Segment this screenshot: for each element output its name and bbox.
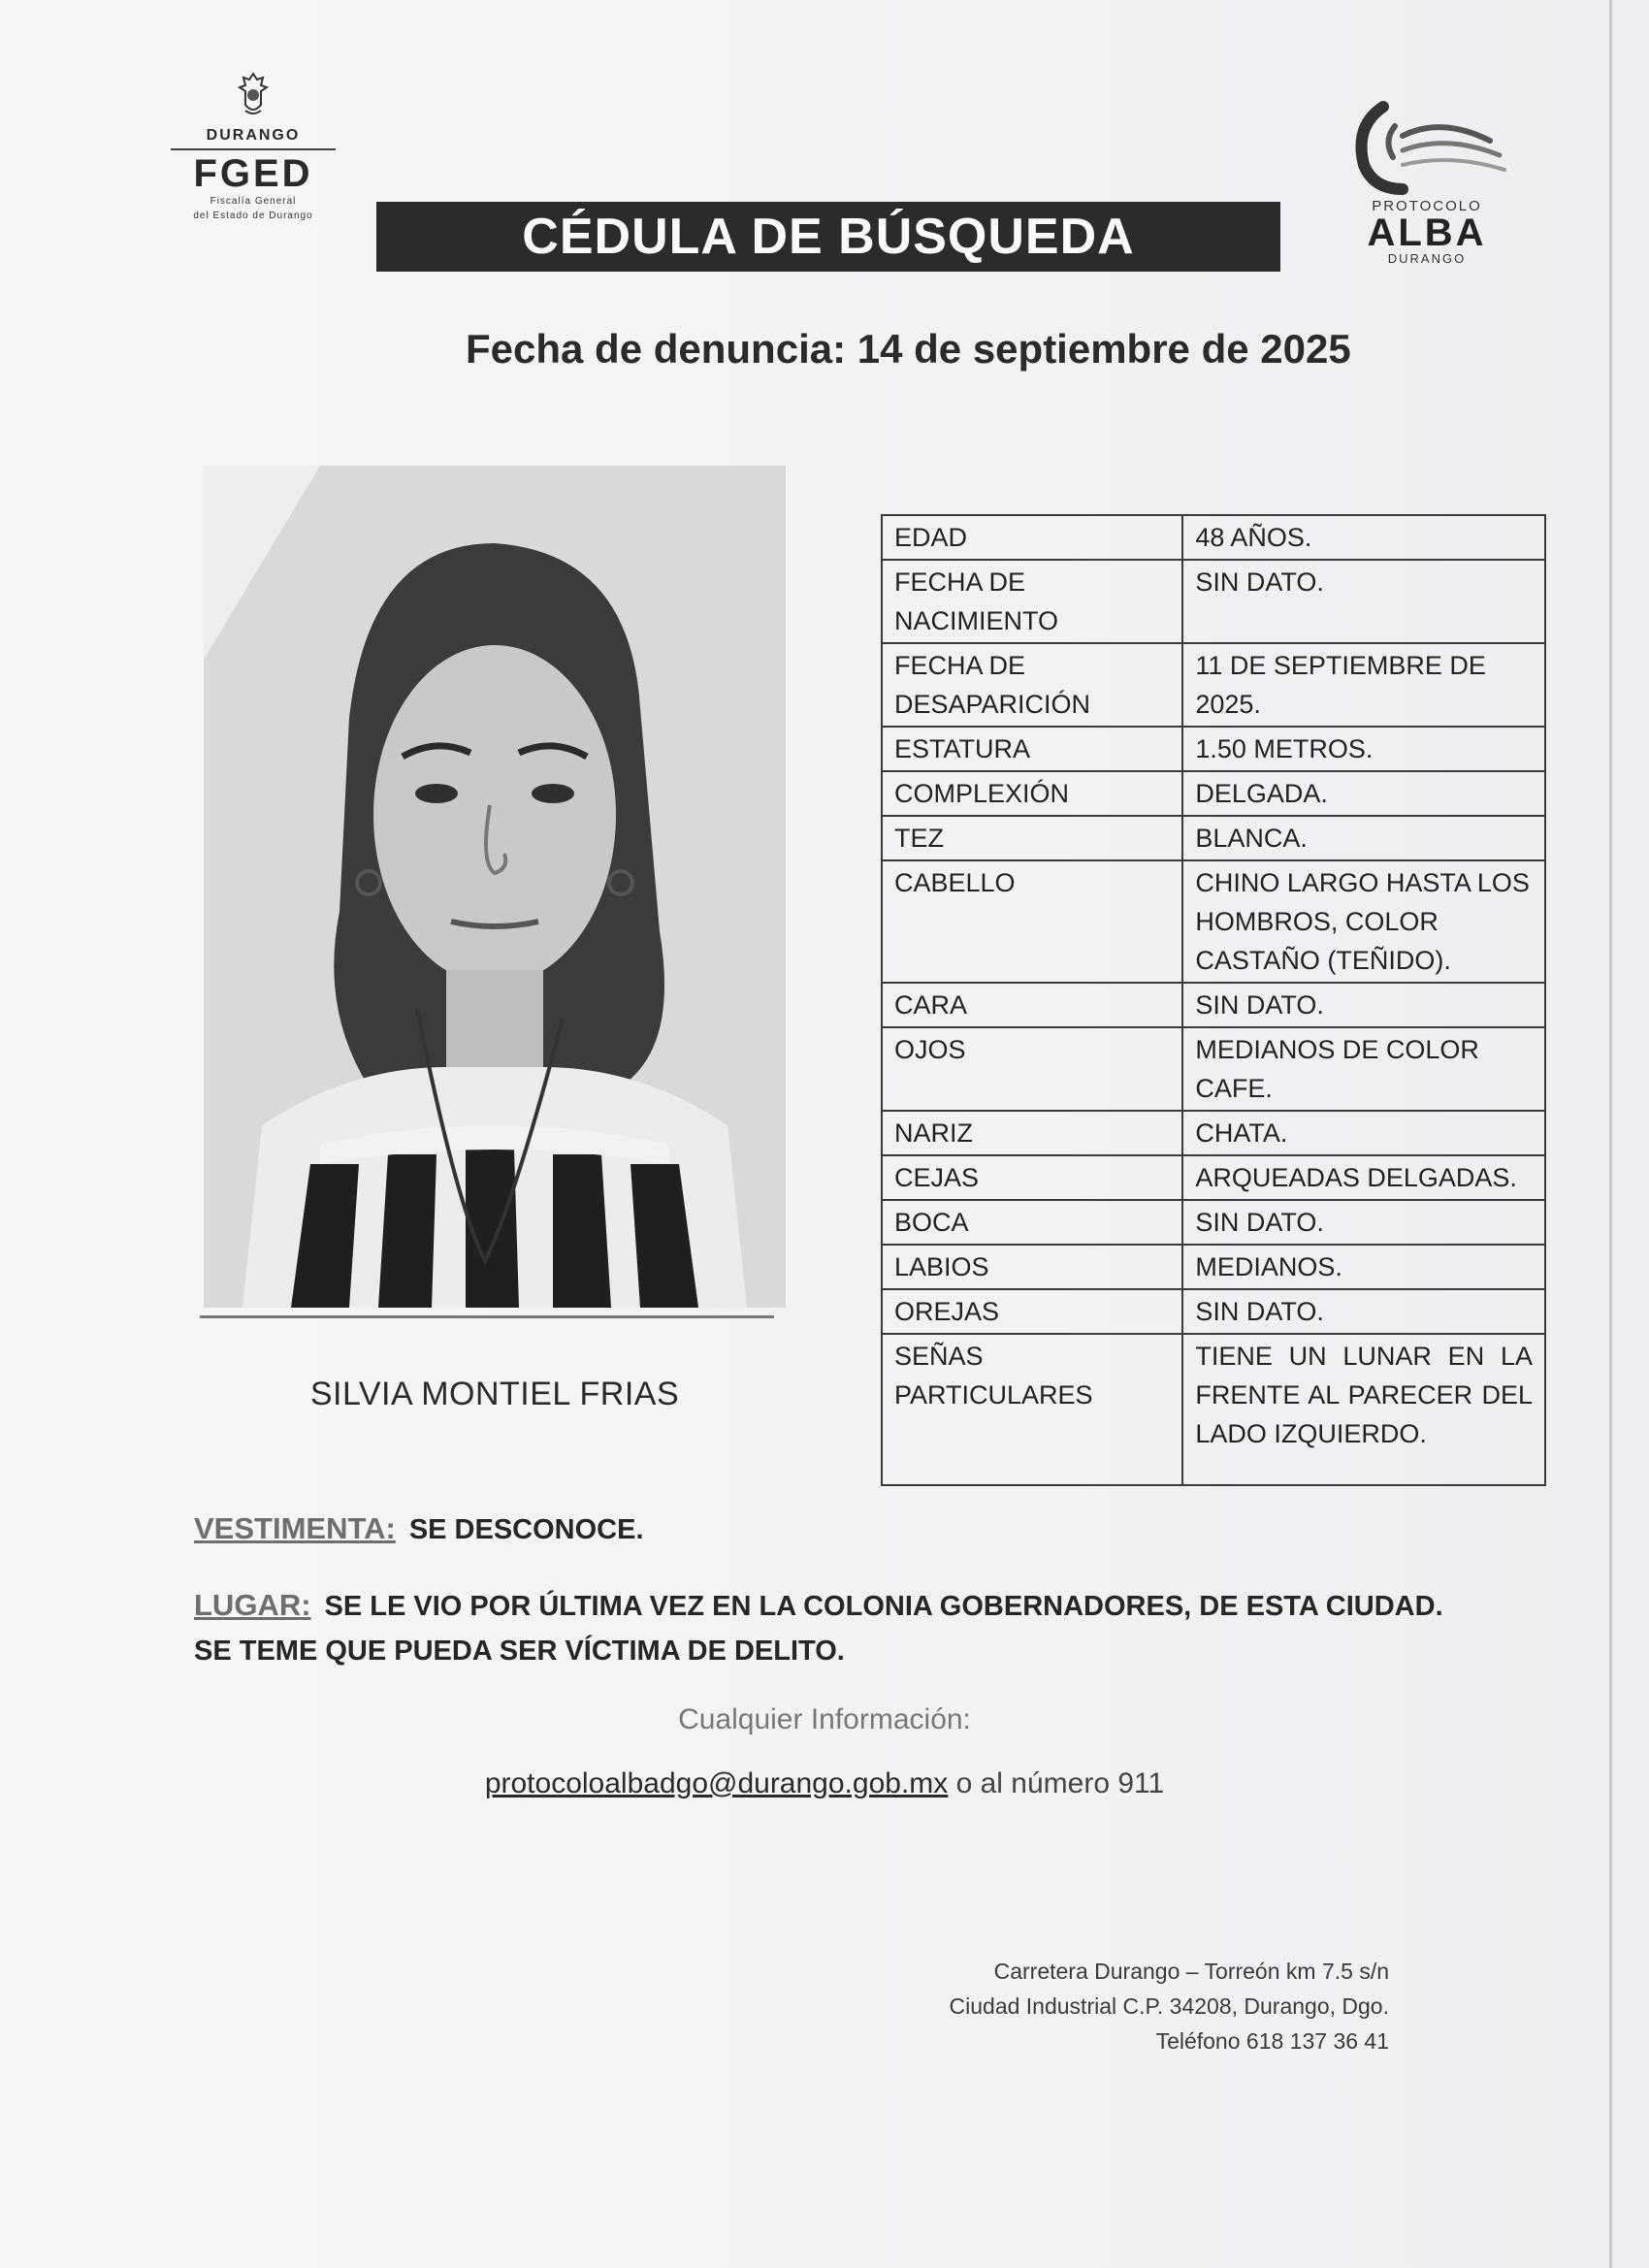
description-label: CABELLO xyxy=(882,860,1182,983)
fged-divider xyxy=(171,148,336,150)
contact-heading: Cualquier Información: xyxy=(678,1703,971,1735)
place-text-2: SE TEME QUE PUEDA SER VÍCTIMA DE DELITO. xyxy=(194,1636,845,1667)
description-value: SIN DATO. xyxy=(1182,1289,1545,1334)
description-row xyxy=(882,771,1545,816)
place-line xyxy=(194,1583,1455,1673)
description-value: SIN DATO. xyxy=(1182,983,1545,1027)
contact-phone-text: o al número 911 xyxy=(948,1767,1165,1799)
description-label: LABIOS xyxy=(882,1245,1182,1289)
description-label: FECHA DE DESAPARICIÓN xyxy=(882,643,1182,727)
description-value: MEDIANOS DE COLOR CAFE. xyxy=(1182,1027,1545,1111)
fged-logo xyxy=(163,72,343,239)
description-label: OREJAS xyxy=(882,1289,1182,1334)
place-label: LUGAR: xyxy=(194,1588,311,1622)
description-row xyxy=(882,1155,1545,1200)
description-row xyxy=(882,983,1545,1027)
alba-region: DURANGO xyxy=(1387,251,1467,266)
clothing-text: SE DESCONOCE. xyxy=(408,1514,644,1545)
description-row xyxy=(882,1027,1545,1111)
description-label: CARA xyxy=(882,983,1182,1027)
description-label: COMPLEXIÓN xyxy=(882,771,1182,816)
description-label: CEJAS xyxy=(882,1155,1182,1200)
description-value: ARQUEADAS DELGADAS. xyxy=(1182,1155,1545,1200)
photo-divider xyxy=(200,1315,774,1318)
clothing-label: VESTIMENTA: xyxy=(194,1511,396,1545)
description-label: SEÑAS PARTICULARES xyxy=(882,1334,1182,1485)
description-label: TEZ xyxy=(882,816,1182,860)
fged-name: FGED xyxy=(193,152,313,195)
description-label: EDAD xyxy=(882,515,1182,560)
description-row xyxy=(882,515,1545,560)
description-label: OJOS xyxy=(882,1027,1182,1111)
protocolo-alba-logo xyxy=(1337,97,1517,291)
address-block xyxy=(834,1954,1389,2058)
alba-emblem-icon xyxy=(1344,97,1509,204)
contact-line xyxy=(194,1767,1455,1800)
description-value: TIENE UN LUNAR EN LA FRENTE AL PARECER DEL LADO IZQUIERDO. xyxy=(1182,1334,1545,1485)
place-text: SE LE VIO POR ÚLTIMA VEZ EN LA COLONIA GOBERNADORES, DE ESTA CIUDAD. xyxy=(324,1591,1443,1622)
description-row xyxy=(882,560,1545,643)
description-row xyxy=(882,816,1545,860)
description-value: MEDIANOS. xyxy=(1182,1245,1545,1289)
address-line-2: Ciudad Industrial C.P. 34208, Durango, Dgo. xyxy=(949,1993,1389,2019)
description-row xyxy=(882,1334,1545,1485)
report-date: Fecha de denuncia: 14 de septiembre de 2025 xyxy=(466,326,1351,372)
description-label: NARIZ xyxy=(882,1111,1182,1155)
description-row xyxy=(882,1289,1545,1334)
description-row xyxy=(882,860,1545,983)
description-value: 48 AÑOS. xyxy=(1182,515,1545,560)
description-value: 11 DE SEPTIEMBRE DE 2025. xyxy=(1182,643,1545,727)
description-label: FECHA DE NACIMIENTO xyxy=(882,560,1182,643)
address-line-1: Carretera Durango – Torreón km 7.5 s/n xyxy=(993,1959,1389,1984)
description-value: CHINO LARGO HASTA LOS HOMBROS, COLOR CASTAÑO (TEÑIDO). xyxy=(1182,860,1545,983)
description-row xyxy=(882,1245,1545,1289)
durango-crest-icon xyxy=(234,72,273,118)
fged-subtitle-2: del Estado de Durango xyxy=(193,211,313,221)
person-name: SILVIA MONTIEL FRIAS xyxy=(309,1376,680,1412)
clothing-line xyxy=(194,1511,644,1546)
description-row xyxy=(882,727,1545,771)
alba-protocol-label: PROTOCOLO xyxy=(1372,198,1482,214)
description-row xyxy=(882,1111,1545,1155)
description-value: SIN DATO. xyxy=(1182,1200,1545,1245)
fged-state-label: DURANGO xyxy=(206,127,301,144)
description-value: 1.50 METROS. xyxy=(1182,727,1545,771)
description-label: BOCA xyxy=(882,1200,1182,1245)
missing-person-photo xyxy=(204,466,786,1308)
description-value: CHATA. xyxy=(1182,1111,1545,1155)
fged-subtitle-1: Fiscalía General xyxy=(210,196,297,207)
description-row xyxy=(882,643,1545,727)
alba-name: ALBA xyxy=(1367,211,1487,254)
description-row xyxy=(882,1200,1545,1245)
description-value: BLANCA. xyxy=(1182,816,1545,860)
description-value: DELGADA. xyxy=(1182,771,1545,816)
document-title: CÉDULA DE BÚSQUEDA xyxy=(376,202,1280,272)
scan-edge xyxy=(1609,0,1612,2268)
address-phone: Teléfono 618 137 36 41 xyxy=(1155,2028,1389,2054)
contact-email-link[interactable]: protocoloalbadgo@durango.gob.mx xyxy=(484,1767,949,1799)
description-label: ESTATURA xyxy=(882,727,1182,771)
description-value: SIN DATO. xyxy=(1182,560,1545,643)
description-table xyxy=(881,514,1546,1486)
person-portrait-icon xyxy=(204,466,786,1308)
